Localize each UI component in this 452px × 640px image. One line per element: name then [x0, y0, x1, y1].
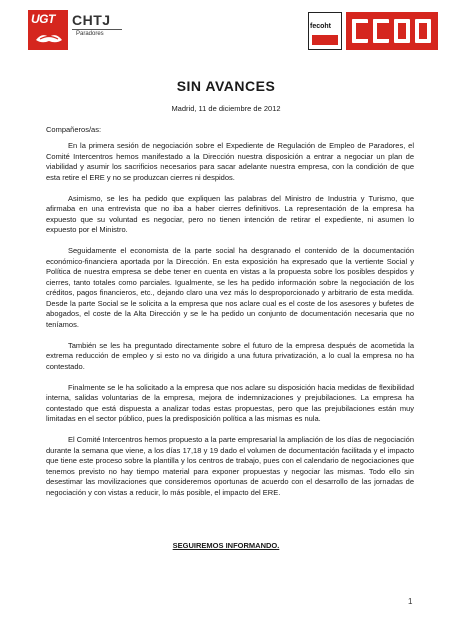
ugt-chtj-logo — [28, 10, 128, 56]
fecoht-red-bar — [312, 35, 338, 45]
paragraph: Asimismo, se les ha pedido que expliquen las palabras del Ministro de Industria y Turismo, que afirmaba en una entrevista que no iba a haber cierres definitivos. La representación de la empresa ha expuesto que su voluntad es negociar, pero no tienen intención de retirar el expediente, ni asumen lo expuesto por el Ministro. — [46, 193, 414, 234]
fecoht-logo — [308, 12, 342, 50]
ccoo-red-block — [346, 12, 438, 50]
paragraph: En la primera sesión de negociación sobre el Expediente de Regulación de Empleo de Paradores, el Comité Intercentros hemos manifestado a la Dirección nuestra disposición a entrar a negociar un plan de viabilidad y asumir los sacrificios necesarios para sacar adelante nuestra empresa, con la condición de que esta retire el ERE y no se produzcan cierres ni despidos. — [46, 141, 414, 182]
ugt-logo-text: UGT — [31, 12, 55, 26]
document-title: SIN AVANCES — [176, 78, 276, 94]
handshake-icon — [34, 28, 64, 46]
greeting: Compañeros/as: — [46, 125, 102, 134]
document-date: Madrid, 11 de diciembre de 2012 — [171, 104, 281, 113]
page-number: 1 — [408, 597, 413, 606]
paragraph: Finalmente se le ha solicitado a la empresa que nos aclare su disposición hacia medidas de flexibilidad interna, salidas voluntarias de la empresa, mejora de indemnizaciones y prejubilaciones. La empresa ha contestado que está dispuesta a analizar todas estas propuestas, pero que las prejubilaciones están muy limitadas en el sector público, pues la predisposición política a las mismas es nula. — [46, 382, 414, 423]
chtj-name: CHTJ — [72, 12, 111, 28]
closing-line: SEGUIREMOS INFORMANDO. — [172, 541, 280, 550]
divider — [72, 29, 122, 30]
ccoo-letter-c — [373, 19, 389, 43]
ccoo-letter-o — [415, 19, 431, 43]
ugt-logo — [28, 10, 68, 50]
chtj-subtitle: Paradores — [76, 31, 104, 37]
paragraph: El Comité Intercentros hemos propuesto a la parte empresarial la ampliación de los días de negociación durante la semana que viene, a los días 17,18 y 19 dado el volumen de documentación facilitada y el impacto que tiene este proceso sobre la plantilla y los centros de trabajo, pues con el calendario de negociaciones que tenemos previsto no hay tiempo material para exponer propuestas y negociar las mismas. Todo ello sin desestimar las movilizaciones que consideremos oportunas de acuerdo con el desarrollo de las jornadas de negociación y con vistas a reducir, lo más posible, el impacto del ERE. — [46, 435, 414, 497]
fecoht-text: fecoht — [310, 23, 331, 30]
paragraph: También se les ha preguntado directamente sobre el futuro de la empresa después de acometida la extrema reducción de empleo y si esto no va dirigido a una futura privatización, a lo cual la empresa no ha contestado. — [46, 340, 414, 371]
ccoo-letter-c — [352, 19, 368, 43]
document-body — [46, 141, 414, 509]
ccoo-logo — [308, 12, 438, 50]
paragraph: Seguidamente el economista de la parte social ha desgranado el contenido de la documentación económico-financiera aportada por la Dirección. En esta exposición ha expresado que la vertiente Social y Política de nuestra empresa se debe tener en cuenta en vistas a la propuesta sobre los posibles despidos y cierres, tanto totales como parciales. Igualmente, se les ha pedido información sobre la negociación de los créditos, pagos financieros, etc., dejando claro una vez más lo desproporcionado y arbitrario de esta medida. Desde la parte Social se le solicita a la empresa que nos aclare cual es el coste de los asesores y bufetes de abogados, el coste de la Alta Dirección y se le ha pedido un conjunto de documentación necesaria que no teníamos. — [46, 246, 414, 329]
ccoo-letter-o — [394, 19, 410, 43]
